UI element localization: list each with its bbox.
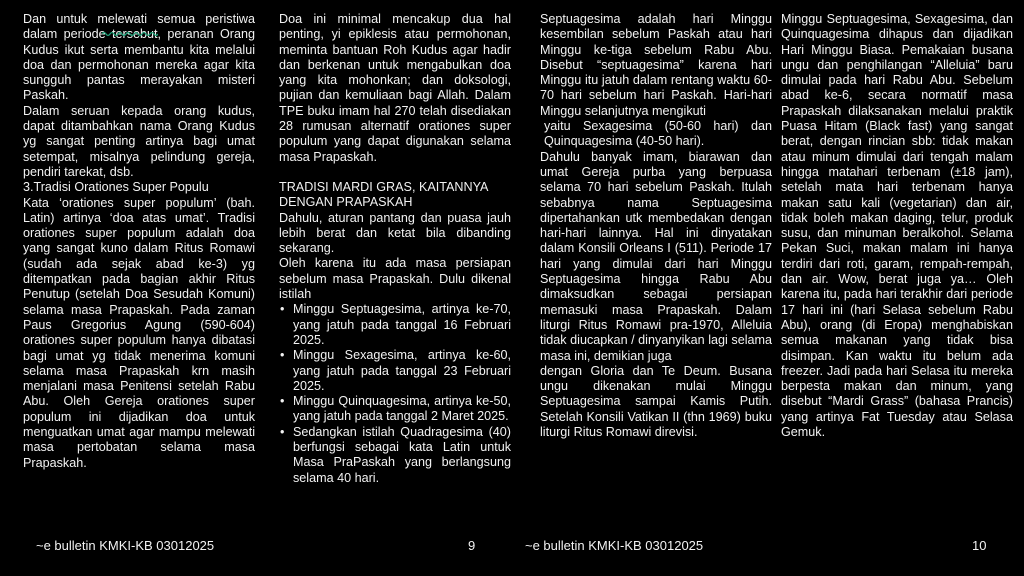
list-item: • Sedangkan istilah Quadragesima (40) berfungsi sebagai kata Latin untuk Masa PraPaskah yang berlangsung selama 40 hari. (279, 425, 511, 486)
page-number-right: 10 (972, 538, 987, 553)
paragraph-seruan: Dalam seruan kepada orang kudus, dapat ditambahkan nama Orang Kudus yg sangat penting artinya bagi umat setempat, misalnya pelindung gereja, pendiri tarekat, dsb. (23, 103, 255, 179)
footer-left: ~e bulletin KMKI-KB 03012025 (36, 538, 215, 553)
section-title-orationes: 3.Tradisi Orationes Super Populu (23, 180, 209, 195)
paragraph-gloria: dengan Gloria dan Te Deum. Busana ungu dikenakan mulai Minggu Septuagesima sampai Kamis Putih. Setelah Konsili Vatikan II (thn 1969) buku liturgi Ritus Romawi direvisi. (540, 363, 772, 440)
spellcheck-underline-icon (102, 31, 158, 37)
page-10-column-2 (781, 12, 1013, 440)
list-item: • Minggu Septuagesima, artinya ke-70, yang jatuh pada tanggal 16 Februari 2025. (279, 302, 511, 348)
section-heading-mardi-gras: TRADISI MARDI GRAS, KAITANNYA DENGAN PRAPASKAH (279, 179, 488, 210)
paragraph-septuagesima: Septuagesima adalah hari Minggu kesembilan sebelum Paskah atau hari Minggu ke-tiga sebelum Rabu Abu. Disebut “septuagesima” karena hari Minggu itu jatuh dalam rentang waktu 60-70 hari sebelum hari Paskah. Hari-hari Minggu selanjutnya mengikuti (540, 12, 772, 118)
sunday-list (279, 302, 511, 486)
page-number-left: 9 (468, 538, 476, 553)
paragraph-pantang: Dahulu, aturan pantang dan puasa jauh lebih berat dan ketat bila dibanding sekarang. (279, 210, 511, 256)
paragraph-persiapan: Oleh karena itu ada masa persiapan sebelum masa Prapaskah. Dulu dikenal istilah (279, 256, 511, 302)
list-item: • Minggu Sexagesima, artinya ke-60, yang jatuh pada tanggal 23 Februari 2025. (279, 348, 511, 394)
footer-right: ~e bulletin KMKI-KB 03012025 (525, 538, 704, 553)
paragraph-sexagesima: yaitu Sexagesima (50-60 hari) dan Quinquagesima (40-50 hari). (544, 119, 772, 149)
page-9-column-2 (279, 12, 511, 486)
paragraph-orationes: Kata ‘orationes super populum’ (bah. Latin) artinya ‘doa atas umat’. Tradisi orationes super populum adalah doa yang sangat kuno dalam Ritus Romawi (sudah ada sejak abad ke-3) yg ditempatkan pada bagian akhir Ritus Penutup (setelah Doa Sesudah Komuni) selama masa Prapaskah. Pada zaman Paus Gregorius Agung (590-604) orationes super populum hanya dibatasi bagi umat yg tidak menerima komuni selama masa Prapaskah krn masih menjalani masa Penitensi setelah Rabu Abu. Oleh Gereja orationes super populum ini dijadikan doa untuk menguatkan umat agar mampu melewati masa pertobatan selama masa Prapaskah. (23, 195, 255, 470)
list-item: • Minggu Quinquagesima, artinya ke-50, yang jatuh pada tanggal 2 Maret 2025. (279, 394, 511, 425)
paragraph-orang-kudus: Dan untuk melewati semua peristiwa dalam periode tersebut, peranan Orang Kudus ikut serta membantu kita melalui doa dan permohonan mereka agar kita sungguh pantas merayakan misteri Paskah. (23, 12, 255, 103)
page-10-column-1 (540, 12, 772, 440)
paragraph-doa: Doa ini minimal mencakup dua hal penting, yi epiklesis atau permohonan, meminta bantuan Roh Kudus agar hadir dan berkenan untuk mengabulkan doa yang kita mohonkan; dan doksologi, pujian dan kemuliaan bagi Allah. Dalam TPE buku imam hal 270 telah disediakan 28 rumusan alternatif orationes super populum yang dapat digunakan selama masa Prapaskah. (279, 12, 511, 164)
paragraph-mardi-grass: Minggu Septuagesima, Sexagesima, dan Quinquagesima dihapus dan dijadikan Hari Minggu Biasa. Pemakaian busana ungu dan penghilangan “Alleluia” baru dimulai pada hari Rabu Abu. Sebelum abad ke-6, secara normatif masa Prapaskah dilaksanakan melalui praktik Puasa Hitam (Black fast) yang sangat berat, dengan rincian sbb: tidak makan atau minum dimulai dari tengah malam hingga matahari terbenam (±18 jam), setelah mata hari terbenam hanya makan satu kali (vegetarian) dan air, tidak boleh makan daging, telur, produk susu, dan minuman beralkohol. Selama Pekan Suci, makan malam ini hanya terdiri dari roti, garam, rempah-rempah, dan air. Wow, berat juga ya… Oleh karena itu, pada hari terakhir dari periode 17 hari ini (hari Selasa sebelum Rabu Abu), orang (di Eropa) menghabiskan semua makanan yang tidak bisa disimpan. Kan waktu itu belum ada freezer. Jadi pada hari Selasa itu mereka berpesta makan dan minum, yang disebut “Mardi Grass” (bahasa Prancis) yang artinya Fat Tuesday atau Selasa Gemuk. (781, 12, 1013, 440)
page-9-column-1 (23, 12, 255, 471)
paragraph-puasa-70-hari: Dahulu banyak imam, biarawan dan umat Gereja purba yang berpuasa selama 70 hari sebelum Paskah. Itulah sebabnya nama Septuagesima dipertahankan utk membedakan dengan hari-hari lainnya. Hal ini dinyatakan dalam Konsili Orleans I (511). Periode 17 hari yang dimulai dari hari Minggu Septuagesima hingga Rabu Abu dimaksudkan sebagai persiapan memasuki masa Prapaskah. Dalam liturgi Ritus Romawi pra-1970, Alleluia tidak diucapkan / dinyanyikan lagi selama masa ini, demikian juga (540, 149, 772, 363)
